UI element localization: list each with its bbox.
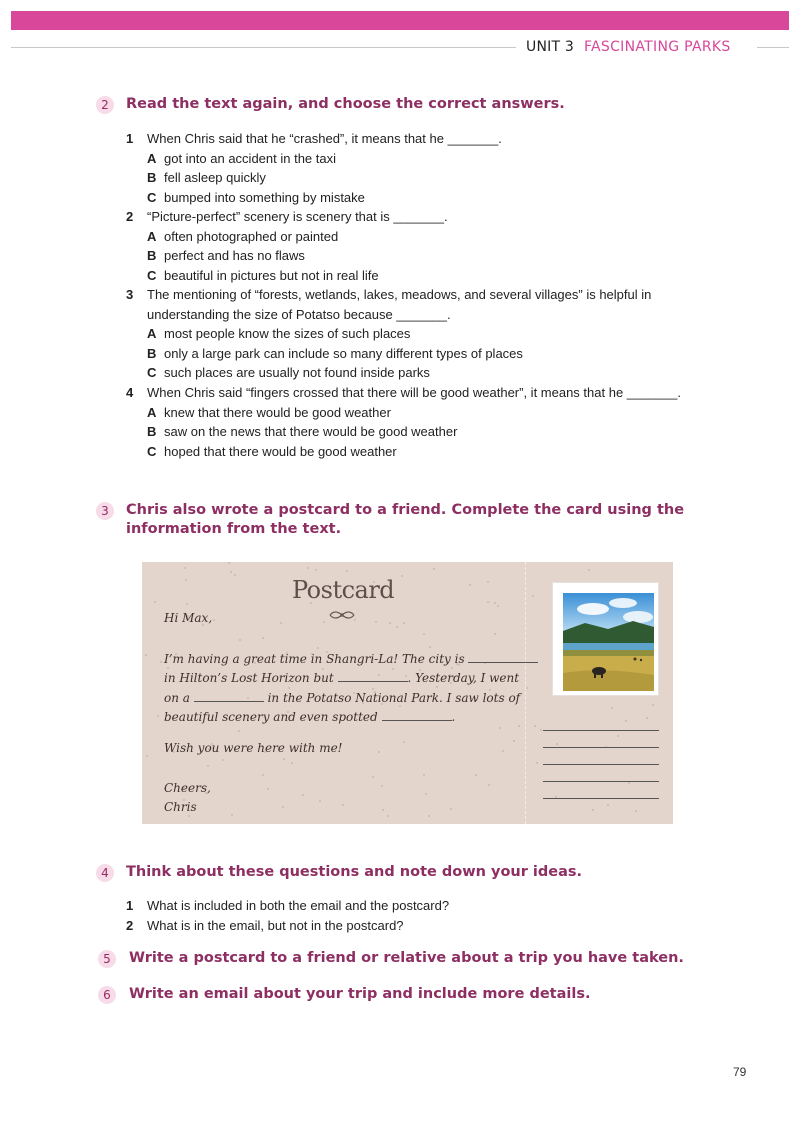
- address-line[interactable]: [543, 781, 659, 782]
- texture-speckle: [487, 601, 489, 603]
- texture-speckle: [389, 622, 391, 624]
- texture-speckle: [319, 800, 321, 802]
- texture-speckle: [526, 687, 528, 689]
- texture-speckle: [238, 730, 240, 732]
- unit-header: [526, 39, 731, 55]
- task-number-6: 6: [98, 986, 116, 1004]
- texture-speckle: [291, 762, 293, 764]
- texture-speckle: [534, 725, 536, 727]
- landscape-image: [563, 593, 654, 691]
- header-rule-right: [757, 47, 789, 48]
- texture-speckle: [145, 654, 147, 656]
- address-line[interactable]: [543, 747, 659, 748]
- texture-speckle: [469, 584, 471, 586]
- texture-speckle: [497, 605, 499, 607]
- unit-topic: FASCINATING PARKS: [583, 39, 731, 55]
- texture-speckle: [611, 707, 613, 709]
- texture-speckle: [230, 571, 232, 573]
- texture-speckle: [262, 637, 264, 639]
- texture-speckle: [186, 603, 188, 605]
- unit-label: UNIT 3: [526, 39, 574, 55]
- postcard-title: Postcard: [292, 576, 395, 604]
- question-stem: When Chris said that he “crashed”, it means that he _______.: [147, 131, 502, 146]
- texture-speckle: [346, 570, 348, 572]
- texture-speckle: [423, 633, 425, 635]
- option-c: C bumped into something by mistake: [147, 189, 365, 205]
- question-4-2: 2 What is in the email, but not in the postcard?: [126, 918, 404, 933]
- texture-speckle: [592, 809, 594, 811]
- postcard-closing: Cheers,: [164, 781, 211, 795]
- question-stem: When Chris said “fingers crossed that there will be good weather”, it means that he _______.: [147, 385, 682, 400]
- postcard-signature: Chris: [164, 800, 197, 814]
- texture-speckle: [403, 741, 405, 743]
- texture-speckle: [396, 626, 398, 628]
- texture-speckle: [146, 755, 148, 757]
- texture-speckle: [532, 595, 534, 597]
- blank-1[interactable]: [468, 653, 538, 663]
- postcard-divider: [525, 562, 526, 824]
- postcard-greeting: Hi Max,: [164, 611, 213, 625]
- task-5-title: Write a postcard to a friend or relative about a trip you have taken.: [129, 950, 684, 966]
- texture-speckle: [635, 810, 637, 812]
- header-rule-left: [11, 47, 516, 48]
- postage-stamp: [553, 583, 658, 695]
- texture-speckle: [267, 788, 269, 790]
- question-2-1: [126, 129, 701, 207]
- option-b: B only a large park can include so many different types of places: [147, 345, 523, 361]
- option-b: B perfect and has no flaws: [147, 248, 305, 263]
- task-number-4: 4: [96, 864, 114, 882]
- texture-speckle: [222, 759, 224, 761]
- texture-speckle: [323, 621, 325, 623]
- texture-speckle: [518, 725, 520, 727]
- option-a: A got into an accident in the taxi: [147, 150, 337, 166]
- blank-3[interactable]: [194, 692, 264, 702]
- texture-speckle: [433, 568, 435, 570]
- question-stem: “Picture-perfect” scenery is scenery that is _______.: [147, 209, 448, 224]
- question-2-2: [126, 207, 701, 285]
- option-c: C such places are usually not found inside parks: [147, 365, 430, 380]
- texture-speckle: [536, 762, 538, 764]
- address-line[interactable]: [543, 798, 659, 799]
- texture-speckle: [378, 751, 380, 753]
- texture-speckle: [375, 621, 377, 623]
- question-2-4: [126, 383, 686, 461]
- texture-speckle: [231, 814, 233, 816]
- texture-speckle: [372, 776, 374, 778]
- texture-speckle: [425, 793, 427, 795]
- question-number: 4: [126, 385, 134, 400]
- blank-2[interactable]: [338, 672, 408, 682]
- texture-speckle: [160, 661, 162, 663]
- texture-speckle: [423, 774, 425, 776]
- texture-speckle: [588, 569, 590, 571]
- texture-speckle: [382, 809, 384, 811]
- texture-speckle: [154, 601, 156, 603]
- texture-speckle: [239, 639, 241, 641]
- top-accent-bar: [11, 11, 789, 30]
- texture-speckle: [302, 794, 304, 796]
- task-4-title: Think about these questions and note down your ideas.: [126, 864, 583, 880]
- texture-speckle: [625, 720, 627, 722]
- task-number-3: 3: [96, 502, 114, 520]
- question-number: 2: [126, 209, 134, 224]
- postcard: [142, 562, 673, 824]
- task-6-title: Write an email about your trip and include more details.: [129, 986, 591, 1002]
- texture-speckle: [342, 804, 344, 806]
- texture-speckle: [282, 806, 284, 808]
- option-a: A often photographed or painted: [147, 228, 339, 244]
- texture-speckle: [540, 729, 542, 731]
- option-b: B saw on the news that there would be good weather: [147, 424, 458, 439]
- texture-speckle: [381, 785, 383, 787]
- page-number: 79: [733, 1065, 747, 1079]
- texture-speckle: [652, 704, 654, 706]
- texture-speckle: [494, 633, 496, 635]
- task-number-5: 5: [98, 950, 116, 968]
- texture-speckle: [307, 567, 309, 569]
- task-2-title: Read the text again, and choose the correct answers.: [126, 96, 565, 112]
- texture-speckle: [488, 784, 490, 786]
- texture-speckle: [387, 815, 389, 817]
- texture-speckle: [401, 575, 403, 577]
- texture-speckle: [184, 567, 186, 569]
- postcard-line-1: I’m having a great time in Shangri-La! The city is: [164, 650, 538, 670]
- texture-speckle: [317, 647, 319, 649]
- texture-speckle: [403, 622, 405, 624]
- task-number-2: 2: [96, 96, 114, 114]
- texture-speckle: [450, 808, 452, 810]
- texture-speckle: [228, 562, 230, 564]
- postcard-line-4: beautiful scenery and even spotted .: [164, 710, 456, 724]
- texture-speckle: [617, 735, 619, 737]
- address-line[interactable]: [543, 730, 659, 731]
- texture-speckle: [429, 646, 431, 648]
- option-a: A most people know the sizes of such places: [147, 326, 411, 341]
- texture-speckle: [157, 715, 159, 717]
- option-c: C beautiful in pictures but not in real life: [147, 267, 379, 283]
- texture-speckle: [234, 574, 236, 576]
- task-3-title: Chris also wrote a postcard to a friend. Complete the card using the information from the text.: [126, 502, 685, 537]
- texture-speckle: [646, 717, 648, 719]
- texture-speckle: [428, 815, 430, 817]
- question-number: 1: [126, 131, 134, 146]
- texture-speckle: [487, 581, 489, 583]
- question-number: 3: [126, 287, 134, 302]
- question-4-1: 1 What is included in both the email and the postcard?: [126, 898, 450, 913]
- postcard-wish: Wish you were here with me!: [164, 741, 343, 755]
- texture-speckle: [207, 765, 209, 767]
- texture-speckle: [556, 743, 558, 745]
- question-stem: The mentioning of “forests, wetlands, lakes, meadows, and several villages” is helpful in understanding the size of Potatso because _______.: [147, 287, 652, 322]
- texture-speckle: [262, 774, 264, 776]
- texture-speckle: [494, 602, 496, 604]
- texture-speckle: [513, 740, 515, 742]
- postcard-line-3: on a in the Potatso National Park. I saw lots of: [164, 691, 521, 705]
- texture-speckle: [499, 727, 501, 729]
- question-2-3: [126, 285, 696, 383]
- option-a: A knew that there would be good weather: [147, 404, 391, 420]
- texture-speckle: [213, 619, 215, 621]
- texture-speckle: [475, 774, 477, 776]
- texture-speckle: [607, 804, 609, 806]
- texture-speckle: [315, 569, 317, 571]
- postcard-line-2: in Hilton’s Lost Horizon but . Yesterday, I went: [164, 671, 520, 685]
- texture-speckle: [502, 750, 504, 752]
- texture-speckle: [185, 579, 187, 581]
- blank-4[interactable]: [382, 711, 452, 721]
- option-b: B fell asleep quickly: [147, 170, 266, 185]
- texture-speckle: [280, 622, 282, 624]
- option-c: C hoped that there would be good weather: [147, 443, 397, 459]
- texture-speckle: [628, 782, 630, 784]
- ornament-icon: [328, 608, 356, 622]
- address-line[interactable]: [543, 764, 659, 765]
